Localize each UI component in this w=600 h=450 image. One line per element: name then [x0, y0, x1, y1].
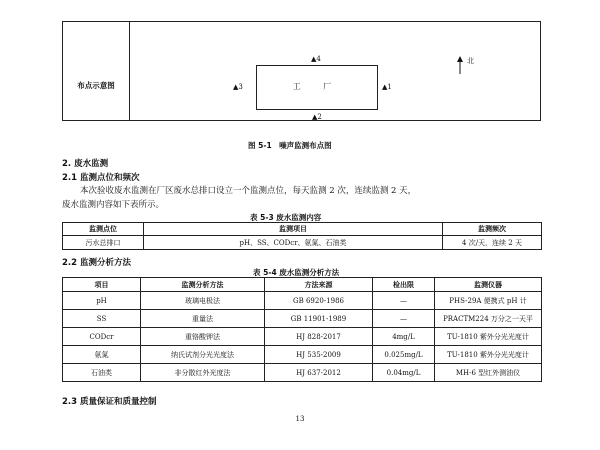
- table-cell: —: [373, 292, 435, 310]
- table-cell: TU-1810 紫外分光光度计: [435, 346, 542, 364]
- table-cell: HJ 828-2017: [265, 328, 373, 346]
- table-cell: 重量法: [141, 310, 265, 328]
- table-row: [63, 292, 542, 310]
- table-cell: 4mg/L: [373, 328, 435, 346]
- header-cell: 监测项目: [144, 223, 443, 236]
- header-cell: 监测点位: [63, 223, 144, 236]
- table-row: [63, 364, 542, 382]
- header-cell: 监测分析方法: [141, 278, 265, 292]
- header-cell: 监测仪器: [435, 278, 542, 292]
- wastewater-content-table: [62, 222, 542, 250]
- table-row: [63, 236, 542, 250]
- table-cell: SS: [63, 310, 141, 328]
- header-cell: 项目: [63, 278, 141, 292]
- table-cell: GB 6920-1986: [265, 292, 373, 310]
- table-cell: 石油类: [63, 364, 141, 382]
- table-cell: 玻璃电极法: [141, 292, 265, 310]
- factory-label: 工 厂: [292, 82, 342, 91]
- table-cell: GB 11901-1989: [265, 310, 373, 328]
- header-cell: 监测频次: [443, 223, 542, 236]
- subsection-title-2-1: 2.1 监测点位和频次: [62, 173, 140, 183]
- table-row: [63, 346, 542, 364]
- table-3-caption: 表 5-3 废水监测内容: [250, 213, 322, 222]
- north-arrow-icon: [456, 56, 464, 74]
- table-4-caption: 表 5-4 废水监测分析方法: [253, 268, 340, 277]
- table-cell: TU-1810 紫外分光光度计: [435, 328, 542, 346]
- subsection-title-2-2: 2.2 监测分析方法: [62, 258, 132, 268]
- layout-figure-label: 布点示意图: [77, 81, 115, 90]
- table-cell: 重铬酸钾法: [141, 328, 265, 346]
- table-cell: HJ 535-2009: [265, 346, 373, 364]
- table-cell: PHS-29A 便携式 pH 计: [435, 292, 542, 310]
- table-cell: PRACTM224 万分之一天平: [435, 310, 542, 328]
- table-cell: 0.025mg/L: [373, 346, 435, 364]
- table-cell: 纳氏试剂分光光度法: [141, 346, 265, 364]
- monitoring-point-1: ▲1: [382, 83, 392, 91]
- header-cell: 检出限: [373, 278, 435, 292]
- page-number: 13: [295, 415, 305, 423]
- table-cell: HJ 637-2012: [265, 364, 373, 382]
- analysis-methods-table: [62, 277, 542, 382]
- table-cell: —: [373, 310, 435, 328]
- table-header-row: [63, 278, 542, 292]
- table-header-row: [63, 223, 542, 236]
- table-row: [63, 328, 542, 346]
- monitoring-point-4: ▲4: [311, 55, 321, 63]
- subsection-title-2-3: 2.3 质量保证和质量控制: [62, 397, 157, 407]
- table-cell: 氨氮: [63, 346, 141, 364]
- table-cell: 0.04mg/L: [373, 364, 435, 382]
- north-label: 北: [467, 57, 474, 65]
- paragraph-line-2: 废水监测内容如下表所示。: [62, 200, 165, 210]
- figure-caption: 图 5-1 噪声监测布点图: [248, 141, 332, 150]
- table-cell: 4 次/天，连续 2 天: [443, 236, 542, 250]
- table-cell: pH: [63, 292, 141, 310]
- monitoring-point-3: ▲3: [233, 83, 243, 91]
- table-cell: CODcr: [63, 328, 141, 346]
- header-cell: 方法来源: [265, 278, 373, 292]
- table-cell: 污水总排口: [63, 236, 144, 250]
- monitoring-point-2: ▲2: [312, 113, 322, 121]
- table-row: [63, 310, 542, 328]
- table-divider: [129, 22, 130, 120]
- table-cell: pH、SS、CODcr、氨氮、石油类: [144, 236, 443, 250]
- paragraph-line-1: 本次验收废水监测在厂区废水总排口设立一个监测点位，每天监测 2 次，连续监测 2 天，: [80, 186, 417, 196]
- table-cell: 非分散红外光度法: [141, 364, 265, 382]
- section-title: 2. 废水监测: [62, 159, 109, 169]
- table-cell: MH-6 型红外测油仪: [435, 364, 542, 382]
